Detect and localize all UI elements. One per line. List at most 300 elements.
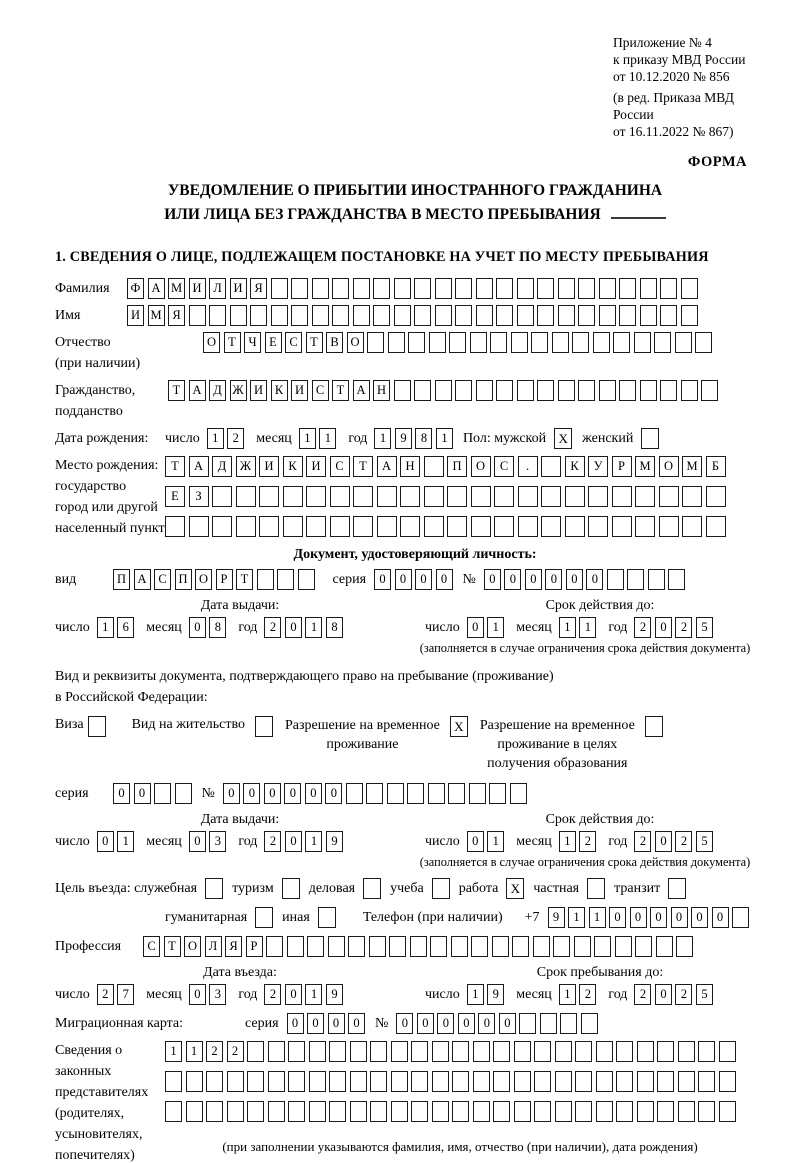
sex-female-checkbox[interactable]	[641, 428, 659, 449]
char-cell[interactable]: 1	[207, 428, 224, 449]
char-cell[interactable]	[719, 1071, 736, 1092]
char-cell[interactable]: Д	[212, 456, 232, 477]
char-cell[interactable]	[494, 516, 514, 537]
char-cell[interactable]: М	[682, 456, 702, 477]
char-cell[interactable]: 0	[348, 1013, 365, 1034]
char-cell[interactable]: 3	[209, 831, 226, 852]
char-cell[interactable]	[206, 1071, 223, 1092]
char-cell[interactable]: 0	[417, 1013, 434, 1034]
char-cell[interactable]: 0	[712, 907, 729, 928]
char-cell[interactable]	[257, 569, 274, 590]
char-cell[interactable]: К	[565, 456, 585, 477]
char-cell[interactable]	[377, 486, 397, 507]
char-cell[interactable]	[496, 380, 513, 401]
char-cell[interactable]: 0	[285, 984, 302, 1005]
char-cell[interactable]	[540, 1013, 557, 1034]
char-cell[interactable]: 0	[243, 783, 260, 804]
visa-checkbox[interactable]	[88, 716, 106, 737]
char-cell[interactable]	[701, 380, 718, 401]
char-cell[interactable]	[247, 1071, 264, 1092]
char-cell[interactable]	[312, 278, 329, 299]
char-cell[interactable]	[531, 332, 548, 353]
char-cell[interactable]	[309, 1041, 326, 1062]
char-cell[interactable]	[348, 936, 365, 957]
char-cell[interactable]: .	[518, 456, 538, 477]
char-cell[interactable]	[268, 1041, 285, 1062]
char-cell[interactable]	[648, 569, 665, 590]
char-cell[interactable]: Л	[209, 278, 226, 299]
char-cell[interactable]: О	[195, 569, 212, 590]
char-cell[interactable]	[353, 516, 373, 537]
char-cell[interactable]	[616, 1071, 633, 1092]
char-cell[interactable]	[428, 783, 445, 804]
char-cell[interactable]	[451, 936, 468, 957]
char-cell[interactable]	[514, 1071, 531, 1092]
char-cell[interactable]: 9	[326, 831, 343, 852]
char-cell[interactable]	[558, 278, 575, 299]
purpose-private-checkbox[interactable]	[587, 878, 605, 899]
char-cell[interactable]	[387, 783, 404, 804]
char-cell[interactable]: К	[271, 380, 288, 401]
char-cell[interactable]: 1	[467, 984, 484, 1005]
char-cell[interactable]: Р	[246, 936, 263, 957]
char-cell[interactable]	[615, 936, 632, 957]
char-cell[interactable]	[212, 516, 232, 537]
char-cell[interactable]	[553, 936, 570, 957]
char-cell[interactable]	[732, 907, 749, 928]
char-cell[interactable]: И	[189, 278, 206, 299]
char-cell[interactable]	[367, 332, 384, 353]
char-cell[interactable]	[640, 278, 657, 299]
char-cell[interactable]	[448, 783, 465, 804]
char-cell[interactable]	[517, 380, 534, 401]
char-cell[interactable]	[400, 516, 420, 537]
char-cell[interactable]	[206, 1101, 223, 1122]
char-cell[interactable]: М	[168, 278, 185, 299]
char-cell[interactable]	[330, 516, 350, 537]
char-cell[interactable]	[719, 1101, 736, 1122]
char-cell[interactable]	[575, 1101, 592, 1122]
char-cell[interactable]: С	[312, 380, 329, 401]
char-cell[interactable]	[512, 936, 529, 957]
char-cell[interactable]: 2	[634, 617, 651, 638]
char-cell[interactable]	[619, 278, 636, 299]
char-cell[interactable]: Ж	[236, 456, 256, 477]
char-cell[interactable]	[476, 380, 493, 401]
char-cell[interactable]	[212, 486, 232, 507]
char-cell[interactable]	[350, 1071, 367, 1092]
char-cell[interactable]	[432, 1071, 449, 1092]
char-cell[interactable]	[637, 1041, 654, 1062]
char-cell[interactable]: 8	[415, 428, 432, 449]
char-cell[interactable]	[411, 1071, 428, 1092]
char-cell[interactable]	[493, 1041, 510, 1062]
char-cell[interactable]: К	[283, 456, 303, 477]
char-cell[interactable]	[189, 305, 206, 326]
char-cell[interactable]: 0	[478, 1013, 495, 1034]
char-cell[interactable]	[389, 936, 406, 957]
char-cell[interactable]	[447, 516, 467, 537]
char-cell[interactable]	[496, 305, 513, 326]
char-cell[interactable]: 2	[634, 984, 651, 1005]
char-cell[interactable]	[250, 305, 267, 326]
purpose-study-checkbox[interactable]	[432, 878, 450, 899]
char-cell[interactable]	[165, 1101, 182, 1122]
char-cell[interactable]: 1	[374, 428, 391, 449]
char-cell[interactable]: 0	[650, 907, 667, 928]
char-cell[interactable]	[660, 305, 677, 326]
char-cell[interactable]	[435, 278, 452, 299]
char-cell[interactable]	[373, 278, 390, 299]
char-cell[interactable]	[471, 486, 491, 507]
char-cell[interactable]: С	[330, 456, 350, 477]
char-cell[interactable]: Т	[224, 332, 241, 353]
char-cell[interactable]: 9	[326, 984, 343, 1005]
char-cell[interactable]: 1	[487, 831, 504, 852]
char-cell[interactable]	[283, 486, 303, 507]
char-cell[interactable]	[537, 305, 554, 326]
char-cell[interactable]	[698, 1101, 715, 1122]
char-cell[interactable]	[268, 1071, 285, 1092]
char-cell[interactable]	[277, 569, 294, 590]
char-cell[interactable]	[613, 332, 630, 353]
char-cell[interactable]	[476, 278, 493, 299]
char-cell[interactable]	[271, 305, 288, 326]
char-cell[interactable]: 1	[305, 984, 322, 1005]
char-cell[interactable]: 0	[655, 984, 672, 1005]
char-cell[interactable]: 0	[630, 907, 647, 928]
char-cell[interactable]	[588, 516, 608, 537]
char-cell[interactable]	[455, 278, 472, 299]
char-cell[interactable]	[287, 936, 304, 957]
char-cell[interactable]	[328, 936, 345, 957]
char-cell[interactable]: 2	[675, 617, 692, 638]
char-cell[interactable]: 1	[299, 428, 316, 449]
char-cell[interactable]: 0	[189, 831, 206, 852]
char-cell[interactable]	[676, 936, 693, 957]
char-cell[interactable]: 2	[579, 984, 596, 1005]
char-cell[interactable]	[635, 486, 655, 507]
char-cell[interactable]	[452, 1101, 469, 1122]
char-cell[interactable]	[657, 1041, 674, 1062]
char-cell[interactable]	[706, 516, 726, 537]
char-cell[interactable]	[247, 1101, 264, 1122]
char-cell[interactable]: 0	[415, 569, 432, 590]
char-cell[interactable]: Е	[165, 486, 185, 507]
char-cell[interactable]	[370, 1101, 387, 1122]
char-cell[interactable]: 2	[206, 1041, 223, 1062]
char-cell[interactable]	[555, 1101, 572, 1122]
char-cell[interactable]	[596, 1041, 613, 1062]
char-cell[interactable]	[698, 1071, 715, 1092]
char-cell[interactable]	[473, 1101, 490, 1122]
char-cell[interactable]	[394, 278, 411, 299]
char-cell[interactable]	[227, 1101, 244, 1122]
char-cell[interactable]: Ч	[244, 332, 261, 353]
char-cell[interactable]	[612, 486, 632, 507]
char-cell[interactable]	[654, 332, 671, 353]
char-cell[interactable]	[519, 1013, 536, 1034]
char-cell[interactable]: И	[127, 305, 144, 326]
char-cell[interactable]: 0	[287, 1013, 304, 1034]
char-cell[interactable]	[510, 783, 527, 804]
char-cell[interactable]: 0	[566, 569, 583, 590]
char-cell[interactable]: 2	[227, 428, 244, 449]
char-cell[interactable]: 0	[458, 1013, 475, 1034]
sex-male-checkbox[interactable]: X	[554, 428, 572, 449]
char-cell[interactable]: 2	[675, 984, 692, 1005]
char-cell[interactable]: 0	[484, 569, 501, 590]
char-cell[interactable]	[627, 569, 644, 590]
char-cell[interactable]	[312, 305, 329, 326]
char-cell[interactable]: Т	[168, 380, 185, 401]
char-cell[interactable]: Д	[209, 380, 226, 401]
char-cell[interactable]	[537, 380, 554, 401]
char-cell[interactable]: 5	[696, 617, 713, 638]
char-cell[interactable]: 3	[209, 984, 226, 1005]
char-cell[interactable]	[681, 278, 698, 299]
char-cell[interactable]	[640, 380, 657, 401]
purpose-transit-checkbox[interactable]	[668, 878, 686, 899]
char-cell[interactable]	[469, 783, 486, 804]
char-cell[interactable]	[411, 1101, 428, 1122]
char-cell[interactable]: Я	[168, 305, 185, 326]
char-cell[interactable]	[534, 1071, 551, 1092]
char-cell[interactable]	[578, 305, 595, 326]
char-cell[interactable]: Ж	[230, 380, 247, 401]
char-cell[interactable]	[350, 1041, 367, 1062]
char-cell[interactable]: 6	[117, 617, 134, 638]
char-cell[interactable]	[681, 380, 698, 401]
char-cell[interactable]: С	[154, 569, 171, 590]
char-cell[interactable]: 9	[487, 984, 504, 1005]
char-cell[interactable]: 2	[579, 831, 596, 852]
char-cell[interactable]	[236, 516, 256, 537]
char-cell[interactable]	[678, 1041, 695, 1062]
char-cell[interactable]: Н	[400, 456, 420, 477]
char-cell[interactable]	[377, 516, 397, 537]
char-cell[interactable]: И	[259, 456, 279, 477]
char-cell[interactable]: 0	[436, 569, 453, 590]
char-cell[interactable]	[370, 1041, 387, 1062]
char-cell[interactable]	[268, 1101, 285, 1122]
char-cell[interactable]	[346, 783, 363, 804]
char-cell[interactable]	[678, 1101, 695, 1122]
char-cell[interactable]	[408, 332, 425, 353]
char-cell[interactable]: 1	[186, 1041, 203, 1062]
char-cell[interactable]	[635, 516, 655, 537]
char-cell[interactable]: О	[184, 936, 201, 957]
char-cell[interactable]	[424, 486, 444, 507]
char-cell[interactable]: 1	[559, 984, 576, 1005]
char-cell[interactable]: Т	[353, 456, 373, 477]
char-cell[interactable]	[541, 486, 561, 507]
char-cell[interactable]	[599, 305, 616, 326]
char-cell[interactable]: П	[113, 569, 130, 590]
char-cell[interactable]	[230, 305, 247, 326]
char-cell[interactable]: Е	[265, 332, 282, 353]
char-cell[interactable]	[682, 486, 702, 507]
char-cell[interactable]	[424, 456, 444, 477]
char-cell[interactable]	[189, 516, 209, 537]
char-cell[interactable]	[247, 1041, 264, 1062]
char-cell[interactable]: 0	[499, 1013, 516, 1034]
char-cell[interactable]	[353, 278, 370, 299]
char-cell[interactable]: 5	[696, 984, 713, 1005]
char-cell[interactable]: 0	[307, 1013, 324, 1034]
char-cell[interactable]: 1	[97, 617, 114, 638]
char-cell[interactable]: 1	[559, 831, 576, 852]
char-cell[interactable]	[659, 486, 679, 507]
char-cell[interactable]: 0	[609, 907, 626, 928]
char-cell[interactable]: 1	[117, 831, 134, 852]
char-cell[interactable]	[493, 1071, 510, 1092]
char-cell[interactable]: 0	[545, 569, 562, 590]
char-cell[interactable]	[366, 783, 383, 804]
char-cell[interactable]	[400, 486, 420, 507]
char-cell[interactable]: А	[353, 380, 370, 401]
char-cell[interactable]	[373, 305, 390, 326]
char-cell[interactable]	[555, 1041, 572, 1062]
char-cell[interactable]	[596, 1101, 613, 1122]
char-cell[interactable]: 2	[264, 617, 281, 638]
char-cell[interactable]	[681, 305, 698, 326]
char-cell[interactable]	[350, 1101, 367, 1122]
char-cell[interactable]: Я	[225, 936, 242, 957]
char-cell[interactable]	[682, 516, 702, 537]
char-cell[interactable]	[511, 332, 528, 353]
char-cell[interactable]	[329, 1101, 346, 1122]
char-cell[interactable]	[518, 486, 538, 507]
char-cell[interactable]	[634, 332, 651, 353]
residence-permit-checkbox[interactable]	[255, 716, 273, 737]
char-cell[interactable]: 0	[655, 831, 672, 852]
char-cell[interactable]	[410, 936, 427, 957]
char-cell[interactable]	[489, 783, 506, 804]
char-cell[interactable]: 0	[325, 783, 342, 804]
char-cell[interactable]	[407, 783, 424, 804]
char-cell[interactable]: 5	[696, 831, 713, 852]
char-cell[interactable]	[449, 332, 466, 353]
purpose-work-checkbox[interactable]: X	[506, 878, 524, 899]
char-cell[interactable]	[534, 1101, 551, 1122]
char-cell[interactable]: С	[285, 332, 302, 353]
char-cell[interactable]	[656, 936, 673, 957]
char-cell[interactable]: О	[659, 456, 679, 477]
char-cell[interactable]: 0	[189, 984, 206, 1005]
char-cell[interactable]	[706, 486, 726, 507]
char-cell[interactable]	[494, 486, 514, 507]
char-cell[interactable]	[637, 1071, 654, 1092]
char-cell[interactable]	[332, 305, 349, 326]
char-cell[interactable]	[578, 380, 595, 401]
char-cell[interactable]	[599, 278, 616, 299]
char-cell[interactable]	[452, 1041, 469, 1062]
char-cell[interactable]	[288, 1101, 305, 1122]
char-cell[interactable]: 0	[655, 617, 672, 638]
char-cell[interactable]: 1	[589, 907, 606, 928]
char-cell[interactable]	[288, 1041, 305, 1062]
char-cell[interactable]	[534, 1041, 551, 1062]
char-cell[interactable]: А	[189, 456, 209, 477]
char-cell[interactable]	[309, 1071, 326, 1092]
char-cell[interactable]	[473, 1041, 490, 1062]
char-cell[interactable]	[541, 516, 561, 537]
char-cell[interactable]	[616, 1101, 633, 1122]
char-cell[interactable]	[306, 486, 326, 507]
char-cell[interactable]: 0	[284, 783, 301, 804]
char-cell[interactable]: И	[291, 380, 308, 401]
char-cell[interactable]	[675, 332, 692, 353]
char-cell[interactable]	[165, 1071, 182, 1092]
char-cell[interactable]	[518, 516, 538, 537]
char-cell[interactable]: С	[143, 936, 160, 957]
char-cell[interactable]	[309, 1101, 326, 1122]
char-cell[interactable]	[607, 569, 624, 590]
char-cell[interactable]: Ф	[127, 278, 144, 299]
char-cell[interactable]	[209, 305, 226, 326]
char-cell[interactable]: 0	[223, 783, 240, 804]
char-cell[interactable]: Т	[306, 332, 323, 353]
char-cell[interactable]	[154, 783, 171, 804]
char-cell[interactable]	[596, 1071, 613, 1092]
char-cell[interactable]	[517, 278, 534, 299]
char-cell[interactable]: 1	[559, 617, 576, 638]
temp-residence-edu-checkbox[interactable]	[645, 716, 663, 737]
char-cell[interactable]	[259, 516, 279, 537]
char-cell[interactable]	[259, 486, 279, 507]
purpose-humanitarian-checkbox[interactable]	[255, 907, 273, 928]
char-cell[interactable]	[432, 1041, 449, 1062]
char-cell[interactable]	[236, 486, 256, 507]
char-cell[interactable]: Т	[236, 569, 253, 590]
char-cell[interactable]	[298, 569, 315, 590]
char-cell[interactable]	[657, 1101, 674, 1122]
char-cell[interactable]	[306, 516, 326, 537]
char-cell[interactable]: И	[306, 456, 326, 477]
char-cell[interactable]	[266, 936, 283, 957]
char-cell[interactable]: 0	[374, 569, 391, 590]
char-cell[interactable]	[490, 332, 507, 353]
char-cell[interactable]: 1	[319, 428, 336, 449]
char-cell[interactable]: 0	[437, 1013, 454, 1034]
char-cell[interactable]: 0	[113, 783, 130, 804]
char-cell[interactable]	[330, 486, 350, 507]
char-cell[interactable]: Я	[250, 278, 267, 299]
char-cell[interactable]: У	[588, 456, 608, 477]
char-cell[interactable]: 1	[487, 617, 504, 638]
char-cell[interactable]	[430, 936, 447, 957]
char-cell[interactable]	[370, 1071, 387, 1092]
char-cell[interactable]: А	[377, 456, 397, 477]
char-cell[interactable]: О	[203, 332, 220, 353]
char-cell[interactable]: Т	[332, 380, 349, 401]
char-cell[interactable]	[452, 1071, 469, 1092]
char-cell[interactable]: 0	[285, 831, 302, 852]
char-cell[interactable]: 7	[117, 984, 134, 1005]
char-cell[interactable]	[599, 380, 616, 401]
char-cell[interactable]: Л	[205, 936, 222, 957]
char-cell[interactable]: 0	[305, 783, 322, 804]
char-cell[interactable]: 9	[548, 907, 565, 928]
char-cell[interactable]	[391, 1071, 408, 1092]
char-cell[interactable]	[435, 380, 452, 401]
char-cell[interactable]: 1	[579, 617, 596, 638]
char-cell[interactable]: И	[250, 380, 267, 401]
char-cell[interactable]	[668, 569, 685, 590]
char-cell[interactable]	[537, 278, 554, 299]
char-cell[interactable]	[541, 456, 561, 477]
